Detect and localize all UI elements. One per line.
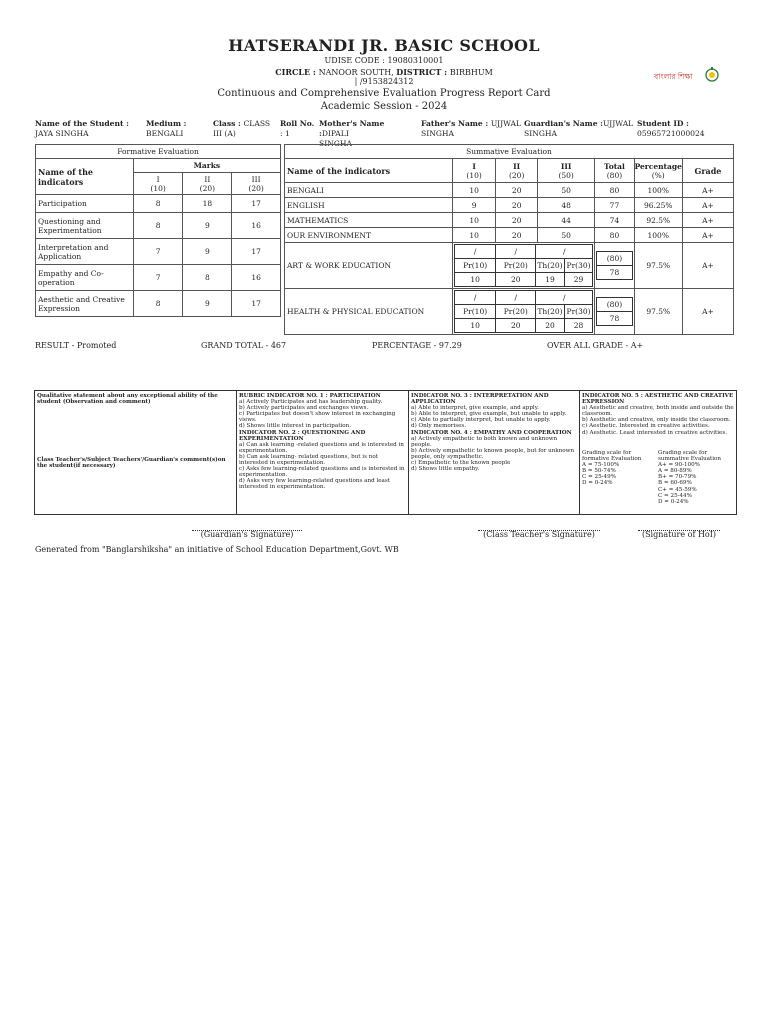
grade-cell: A+: [682, 243, 733, 289]
formative-col-2: [183, 173, 232, 195]
total-max: (80): [597, 252, 632, 266]
practical-marks-grid: [454, 290, 593, 333]
indicator-item: d) Shows little empathy.: [411, 466, 480, 473]
indicator-name: Questioning and Experimentation: [36, 213, 134, 239]
mark-cell: 17: [232, 195, 281, 213]
table-row: [285, 198, 734, 213]
grade-cell: A+: [682, 213, 733, 228]
student-id-block: [637, 119, 737, 139]
signature-line: [478, 530, 600, 531]
percentage-cell: 96.25%: [634, 198, 682, 213]
indicator-item: b) Actively participates and exchanges views.: [239, 405, 369, 412]
total-grid: [596, 297, 632, 326]
guardian-label: Guardian's Name :: [524, 119, 603, 128]
summative-col-3: [537, 159, 594, 183]
pr-label: Pr(10): [454, 305, 496, 319]
formative-col-3: [232, 173, 281, 195]
teacher-comment-title: Class Teacher's/Subject Teachers'/Guardian's comment(s)on the student(if necessary): [37, 457, 226, 470]
summative-grading-scale: [658, 450, 732, 505]
mark-cell: 20: [496, 198, 538, 213]
medium-label: Medium :: [146, 119, 187, 128]
indicator-5-column: [580, 391, 736, 514]
indicator-item: a) Actively Participates and has leadership quality.: [239, 399, 383, 406]
mother-label: Mother's Name :: [319, 119, 385, 138]
mark-cell: 50: [537, 183, 594, 198]
table-row: [36, 291, 281, 317]
signature-line: [192, 530, 302, 531]
mark-cell: 17: [232, 239, 281, 265]
indicator-item: c) Aesthetic. Interested in creative activities.: [582, 423, 710, 430]
guardian-signature-label: (Guardian's Signature): [200, 530, 294, 539]
logo-text: বাংলার শিক্ষা: [654, 72, 693, 81]
th-label: Th(20): [536, 305, 565, 319]
subject-name: ENGLISH: [285, 198, 453, 213]
formative-indicator-header: Name of the indicators: [36, 159, 134, 195]
summative-col-1: [452, 159, 496, 183]
indicator-1-title: RUBRIC INDICATOR NO. 1 : PARTICIPATION: [239, 393, 381, 399]
mark-cell: 9: [183, 291, 232, 317]
grade-cell: A+: [682, 228, 733, 243]
col-max: (20): [248, 183, 264, 193]
formative-marks-header: Marks: [133, 159, 280, 173]
percentage-cell: 100%: [634, 228, 682, 243]
formative-grading-scale: [582, 450, 654, 487]
percentage-header: [634, 159, 682, 183]
class-teacher-signature: [478, 530, 600, 539]
indicator-item: c) Empathetic to the known people: [411, 460, 511, 467]
col-num: I: [472, 161, 476, 171]
pr-label: Pr(30): [564, 259, 593, 273]
scale-item: A = 80-89%: [658, 468, 692, 475]
mother-value: DIPALI: [321, 129, 349, 138]
indicator-item: b) Aesthetic and creative, only inside the classroom.: [582, 417, 731, 424]
roll-label: Roll No.: [280, 119, 315, 128]
medium-value: BENGALI: [146, 129, 184, 138]
indicator-item: b) Able to interpret, give example, but unable to apply.: [411, 411, 567, 418]
total-max: (80): [597, 298, 632, 312]
mark-cell: 7: [133, 265, 183, 291]
footer-note: Generated from "Banglarshiksha" an initiative of School Education Department,Govt. WB: [35, 545, 399, 554]
indicator-5-title: INDICATOR NO. 5 : AESTHETIC AND CREATIVE EXPRESSION: [582, 393, 734, 406]
indicator-item: a) Can ask learning -related questions and is interested in experimentation.: [239, 441, 404, 454]
divider-cell: /: [454, 245, 496, 259]
circle-district: [0, 67, 768, 77]
student-name-block: [35, 119, 143, 139]
formative-col-1: [133, 173, 183, 195]
col-max: (10): [150, 183, 166, 193]
pr-label: Pr(10): [454, 259, 496, 273]
formative-scale-title: Grading scale for formative Evaluation: [582, 450, 642, 463]
mark-cell: 8: [133, 291, 183, 317]
practical-marks: [452, 243, 594, 289]
subject-name: HEALTH & PHYSICAL EDUCATION: [285, 289, 453, 335]
pr-label: Pr(20): [496, 259, 536, 273]
divider-cell: /: [496, 291, 536, 305]
mark-cell: 20: [496, 213, 538, 228]
overall-grade-text: OVER ALL GRADE - A+: [547, 341, 644, 350]
mark-cell: 9: [452, 198, 496, 213]
mark-cell: 9: [183, 213, 232, 239]
percentage-text: PERCENTAGE - 97.29: [372, 341, 462, 350]
father-value: UJJWAL: [490, 119, 522, 128]
indicator-item: d) Shows little interest in participation.: [239, 423, 351, 430]
indicator-name: Empathy and Co-operation: [36, 265, 134, 291]
indicator-name: Interpretation and Application: [36, 239, 134, 265]
table-row: [285, 213, 734, 228]
mark-cell: 8: [133, 213, 183, 239]
mark-cell: 48: [537, 198, 594, 213]
col-num: III: [251, 174, 261, 184]
father-label: Father's Name :: [421, 119, 491, 128]
table-row: [36, 239, 281, 265]
grade-header: Grade: [682, 159, 733, 183]
indicator-3-4-column: [409, 391, 580, 514]
medium-block: [146, 119, 210, 139]
formative-evaluation-table: [35, 144, 281, 317]
guardian-value: UJJWAL: [602, 119, 634, 128]
th-label: Th(20): [536, 259, 565, 273]
table-row: [36, 265, 281, 291]
guardian-surname: SINGHA: [524, 129, 558, 138]
mark-cell: 8: [183, 265, 232, 291]
percentage-cell: 97.5%: [634, 289, 682, 335]
hoi-signature-label: (Signature of HoI): [641, 530, 717, 539]
mark-cell: 9: [183, 239, 232, 265]
class-value: CLASS: [243, 119, 271, 128]
scale-item: C = 25-44%: [658, 492, 692, 499]
indicator-item: a) Actively empathetic to both known and unknown people.: [411, 435, 558, 448]
district-label: DISTRICT :: [396, 67, 450, 77]
total-cell: 74: [595, 213, 634, 228]
col-num: II: [204, 174, 211, 184]
indicator-4-title: INDICATOR NO. 4 : EMPATHY AND COOPERATION: [411, 429, 572, 436]
practical-marks: [452, 289, 594, 335]
practical-marks-grid: [454, 244, 593, 287]
table-row: [285, 243, 734, 289]
mark-cell: 29: [564, 273, 593, 287]
mother-surname: SINGHA: [319, 139, 353, 148]
mark-cell: 16: [232, 213, 281, 239]
student-name-label: Name of the Student :: [35, 119, 129, 128]
grade-cell: A+: [682, 289, 733, 335]
indicator-item: c) Able to partially interpret, but unable to apply.: [411, 417, 551, 424]
report-title: Continuous and Comprehensive Evaluation Progress Report Card: [217, 88, 551, 99]
percentage-label: Percentage: [634, 161, 682, 171]
hoi-signature: [638, 530, 720, 539]
indicator-1-2-column: [237, 391, 409, 514]
pr-label: Pr(20): [496, 305, 536, 319]
mark-cell: 10: [452, 213, 496, 228]
table-row: [36, 195, 281, 213]
class-label: Class :: [213, 119, 244, 128]
percentage-unit: (%): [651, 170, 665, 180]
mark-cell: 20: [496, 273, 536, 287]
mark-cell: 16: [232, 265, 281, 291]
total-value: 78: [597, 312, 632, 326]
circle-value: NANOOR SOUTH,: [318, 68, 397, 77]
mark-cell: 18: [183, 195, 232, 213]
scale-item: C+ = 45-59%: [658, 486, 697, 493]
indicator-name: Participation: [36, 195, 134, 213]
class-block: [213, 119, 277, 139]
col-max: (50): [558, 170, 574, 180]
academic-session: Academic Session - 2024: [320, 101, 448, 112]
scale-item: D = 0-24%: [658, 498, 689, 505]
udise-code: UDISE CODE : 19080310001: [324, 56, 444, 65]
scale-item: B+ = 70-79%: [658, 474, 697, 481]
mark-cell: 20: [536, 319, 565, 333]
mark-cell: 7: [133, 239, 183, 265]
roll-block: [280, 119, 316, 139]
rubric-indicators-box: [34, 390, 737, 515]
scale-item: A = 75-100%: [582, 462, 620, 469]
subject-name: ART & WORK EDUCATION: [285, 243, 453, 289]
summative-evaluation-table: [284, 144, 734, 335]
col-max: (20): [508, 170, 525, 180]
mark-cell: 20: [496, 228, 538, 243]
grade-cell: A+: [682, 198, 733, 213]
total-cell: 80: [595, 183, 634, 198]
col-num: I: [156, 174, 160, 184]
total-cell: [595, 243, 634, 289]
col-num: II: [513, 161, 521, 171]
mark-cell: 10: [452, 183, 496, 198]
divider-cell: /: [496, 245, 536, 259]
father-block: [421, 119, 523, 139]
mark-cell: 20: [496, 319, 536, 333]
summative-title: Summative Evaluation: [285, 145, 734, 159]
divider-cell: /: [536, 291, 593, 305]
mark-cell: 44: [537, 213, 594, 228]
indicator-2-title: INDICATOR NO. 2 : QUESTIONING AND EXPERIMENTATION: [239, 429, 366, 442]
mark-cell: 10: [454, 273, 496, 287]
mark-cell: 17: [232, 291, 281, 317]
total-grid: [596, 251, 632, 280]
circle-label: CIRCLE :: [275, 67, 319, 77]
total-value: 78: [597, 266, 632, 280]
scale-item: C = 25-49%: [582, 474, 616, 481]
col-max: (10): [466, 170, 482, 180]
result-text: RESULT - Promoted: [35, 341, 117, 350]
total-max: (80): [606, 170, 623, 180]
indicator-3-title: INDICATOR NO. 3 : INTERPRETATION AND APPLICATION: [411, 393, 549, 406]
class-teacher-signature-label: (Class Teacher's Signature): [483, 530, 595, 539]
summative-col-2: [496, 159, 538, 183]
scale-item: D = 0-24%: [582, 480, 613, 487]
grand-total-text: GRAND TOTAL - 467: [201, 341, 287, 350]
scale-item: B = 60-69%: [658, 480, 692, 487]
mark-cell: 28: [564, 319, 593, 333]
summative-scale-title: Grading scale for summative Evaluation: [658, 450, 722, 463]
mark-cell: 50: [537, 228, 594, 243]
scale-item: B = 50-74%: [582, 468, 616, 475]
indicator-item: d) Only memorises.: [411, 423, 467, 430]
class-section: III (A): [213, 129, 236, 138]
pr-label: Pr(30): [564, 305, 593, 319]
mark-cell: 10: [452, 228, 496, 243]
table-row: [36, 213, 281, 239]
mark-cell: 19: [536, 273, 565, 287]
subject-name: OUR ENVIRONMENT: [285, 228, 453, 243]
percentage-cell: 100%: [634, 183, 682, 198]
indicator-item: c) Asks few learning-related questions and is interested in experimentation.: [239, 466, 405, 479]
phone-number: | /9153824312: [354, 77, 414, 86]
banglar-shiksha-logo: [654, 64, 724, 88]
total-header: [595, 159, 634, 183]
guardian-signature: [192, 530, 302, 539]
indicator-item: b) Actively empathetic to known people, but for unknown people, only sympathetic.: [411, 447, 575, 460]
indicator-item: c) Participates but doesn't show interest in exchanging views.: [239, 411, 396, 424]
total-cell: 77: [595, 198, 634, 213]
total-cell: 80: [595, 228, 634, 243]
qualitative-statement-title: Qualitative statement about any exceptional ability of the student (Observation and comment): [37, 393, 218, 406]
col-num: III: [560, 161, 572, 171]
father-surname: SINGHA: [421, 129, 455, 138]
percentage-cell: 97.5%: [634, 243, 682, 289]
subject-name: BENGALI: [285, 183, 453, 198]
indicator-item: a) Able to interpret, give example, and apply.: [411, 405, 539, 412]
student-name-value: JAYA SINGHA: [35, 129, 89, 138]
indicator-item: d) Aesthetic. Least interested in creative activities.: [582, 429, 727, 436]
logo-emblem-icon: [704, 66, 720, 84]
divider-cell: /: [454, 291, 496, 305]
school-name: HATSERANDI JR. BASIC SCHOOL: [228, 36, 540, 55]
indicator-name: Aesthetic and Creative Expression: [36, 291, 134, 317]
mark-cell: 10: [454, 319, 496, 333]
indicator-item: b) Can ask learning- related questions, but is not interested in experimentation.: [239, 453, 378, 467]
total-label: Total: [604, 161, 625, 171]
student-id-value: 05965721000024: [637, 129, 705, 138]
total-cell: [595, 289, 634, 335]
summative-indicator-header: Name of the indicators: [285, 159, 453, 183]
percentage-cell: 92.5%: [634, 213, 682, 228]
indicator-item: d) Asks very few learning-related questions and least interested in experimentation.: [239, 478, 390, 491]
table-row: [285, 228, 734, 243]
col-max: (20): [199, 183, 216, 193]
divider-cell: /: [536, 245, 593, 259]
scale-item: A+ = 90-100%: [658, 462, 700, 469]
student-id-label: Student ID :: [637, 119, 689, 128]
subject-name: MATHEMATICS: [285, 213, 453, 228]
qualitative-statement-column: [35, 391, 237, 514]
table-row: [285, 183, 734, 198]
table-row: [285, 289, 734, 335]
mark-cell: 8: [133, 195, 183, 213]
indicator-item: a) Aesthetic and creative, both inside and outside the classroom.: [582, 405, 734, 418]
formative-title: Formative Evaluation: [36, 145, 281, 159]
roll-value: : 1: [280, 129, 290, 138]
signature-line: [638, 530, 720, 531]
grade-cell: A+: [682, 183, 733, 198]
guardian-block: [524, 119, 634, 139]
mark-cell: 20: [496, 183, 538, 198]
district-value: BIRBHUM: [449, 68, 493, 77]
